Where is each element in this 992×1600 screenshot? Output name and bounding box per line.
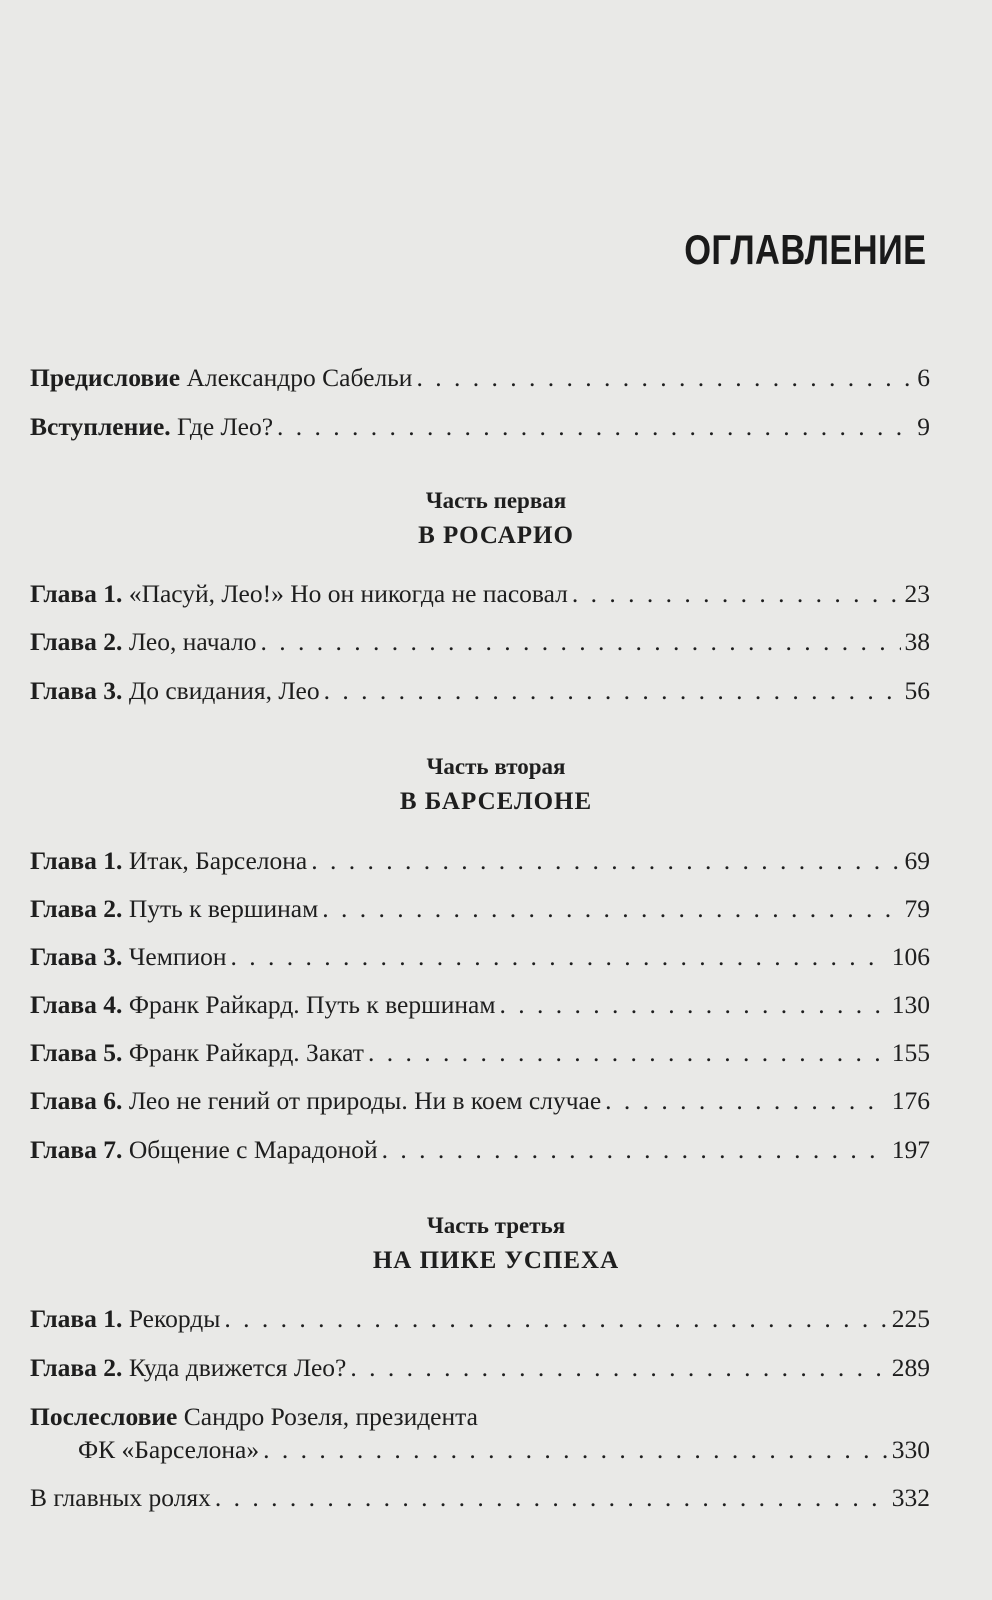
toc-entry[interactable]: Глава 2. Путь к вершинам . . . 79: [30, 893, 930, 925]
page-number: 155: [891, 1038, 930, 1067]
part-title: В БАРСЕЛОНЕ: [399, 788, 593, 815]
leader-dots: [224, 1303, 887, 1335]
toc-entry[interactable]: Глава 4. Франк Райкард. Путь к вершинам . . . 130: [30, 989, 930, 1021]
toc-entry[interactable]: Глава 1. «Пасуй, Лео!» Но он никогда не пасовал . . . 23: [30, 578, 930, 610]
toc-entry[interactable]: Глава 3. До свидания, Лео . . . 56: [30, 675, 930, 707]
leader-dots: [261, 626, 901, 658]
part-title: В РОСАРИО: [418, 522, 574, 549]
page-number: 79: [904, 894, 930, 923]
leader-dots: [572, 578, 901, 610]
leader-dots: [416, 362, 913, 394]
toc-entry[interactable]: Глава 3. Чемпион . . . 106: [30, 941, 930, 973]
leader-dots: [277, 411, 913, 443]
bleed-through: [36, 28, 932, 58]
toc-entry[interactable]: Глава 5. Франк Райкард. Закат . . . 155: [30, 1037, 930, 1069]
toc-entry-afterword-line2[interactable]: ФК «Барселона» . . . 330: [78, 1434, 930, 1466]
page-number: 9: [917, 412, 930, 441]
toc-entry[interactable]: Глава 6. Лео не гений от природы. Ни в коем случае . . . 176: [30, 1085, 930, 1117]
toc-entry-foreword[interactable]: Предисловие Александро Сабельи . . . 6: [30, 362, 930, 394]
part-label: Часть первая: [425, 488, 567, 513]
page-number: 69: [904, 846, 930, 875]
leader-dots: [215, 1482, 888, 1514]
leader-dots: [231, 941, 888, 973]
page-number: 38: [904, 627, 930, 656]
part-label: Часть третья: [426, 1213, 566, 1238]
toc-entry[interactable]: Глава 7. Общение с Марадоной . . . 197: [30, 1134, 930, 1166]
page-number: 197: [891, 1135, 930, 1164]
page-number: 332: [891, 1483, 930, 1512]
page-number: 23: [904, 579, 930, 608]
toc-entry[interactable]: Глава 1. Рекорды . . . 225: [30, 1303, 930, 1335]
leader-dots: [605, 1085, 888, 1117]
page-number: 289: [891, 1353, 930, 1382]
leader-dots: [322, 893, 900, 925]
part-label: Часть вторая: [426, 754, 566, 779]
page-number: 225: [891, 1304, 930, 1333]
leader-dots: [263, 1434, 888, 1466]
page-number: 106: [891, 942, 930, 971]
page-number: 6: [917, 363, 930, 392]
leader-dots: [324, 675, 901, 707]
leader-dots: [350, 1352, 887, 1384]
leader-dots: [499, 989, 887, 1021]
leader-dots: [311, 845, 900, 877]
toc-entry-intro[interactable]: Вступление. Где Лео? . . . 9: [30, 411, 930, 443]
toc-entry-cast[interactable]: В главных ролях . . . 332: [30, 1482, 930, 1514]
toc-entry[interactable]: Глава 2. Лео, начало . . . 38: [30, 626, 930, 658]
part-title: НА ПИКЕ УСПЕХА: [372, 1247, 620, 1274]
toc-entry[interactable]: Глава 1. Итак, Барселона . . . 69: [30, 845, 930, 877]
page-number: 330: [891, 1435, 930, 1464]
page-title: ОГЛАВЛЕНИЕ: [684, 226, 927, 273]
page-number: 56: [904, 676, 930, 705]
toc-entry[interactable]: Глава 2. Куда движется Лео? . . . 289: [30, 1352, 930, 1384]
page-number: 130: [891, 990, 930, 1019]
toc-entry-afterword-line1[interactable]: Послесловие Сандро Розеля, президента: [30, 1402, 478, 1431]
page-number: 176: [891, 1086, 930, 1115]
leader-dots: [382, 1134, 888, 1166]
leader-dots: [368, 1037, 888, 1069]
